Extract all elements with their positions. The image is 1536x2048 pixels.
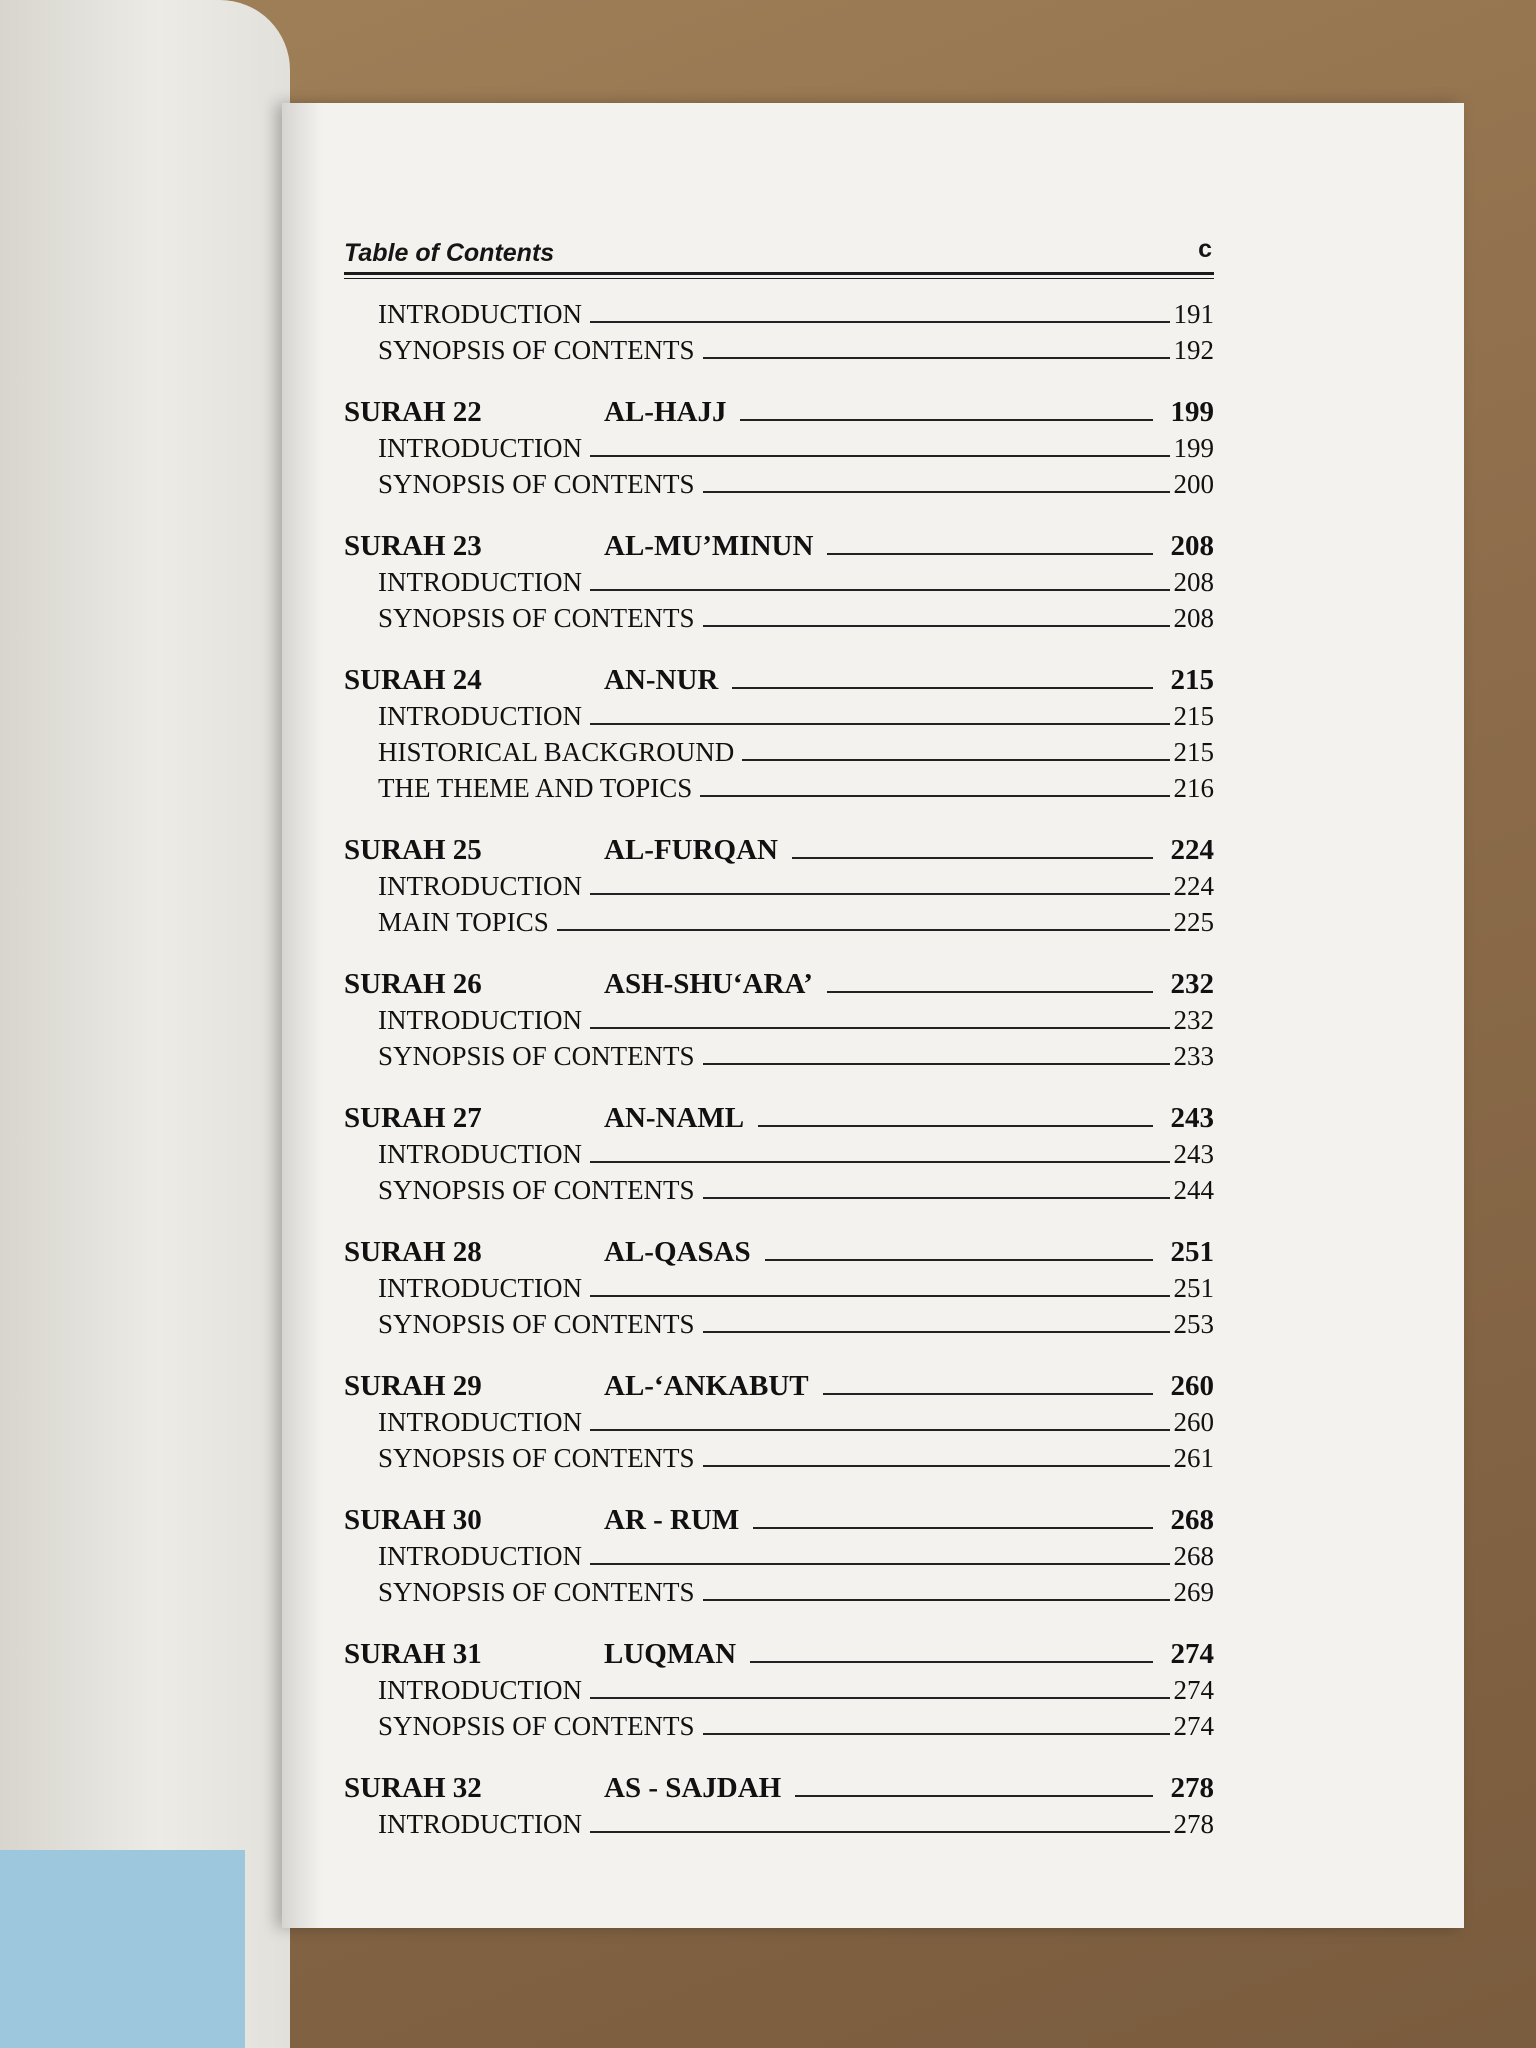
surah-number: SURAH 24 [344,664,482,696]
leader-line [795,1794,1152,1797]
entry-page-number: 269 [1173,1577,1214,1607]
toc-surah-entry [344,655,1214,695]
page-number-letter: c [1198,235,1212,263]
leader-line [703,1598,1170,1601]
toc-sub-entry [344,293,1214,329]
toc-group [344,1093,1214,1205]
toc-surah-entry [344,387,1214,427]
toc-group [344,1629,1214,1741]
entry-label: INTRODUCTION [378,1809,582,1839]
surah-number: SURAH 30 [344,1504,482,1536]
entry-label: HISTORICAL BACKGROUND [378,737,735,767]
leader-line [590,1696,1170,1699]
toc-surah-entry [344,521,1214,561]
toc-sub-entry [344,1169,1214,1205]
entry-page-number: 278 [1173,1809,1214,1839]
surah-number: SURAH 29 [344,1370,482,1402]
entry-label: SYNOPSIS OF CONTENTS [378,1443,695,1473]
entry-page-number: 268 [1173,1541,1214,1571]
entry-page-number: 192 [1173,335,1214,365]
left-page [0,0,290,2048]
surah-page-number: 232 [1170,968,1214,1000]
leader-line [827,990,1153,993]
toc-group [344,825,1214,937]
page-header [344,231,1214,281]
leader-line [590,1026,1170,1029]
toc-sub-entry [344,1133,1214,1169]
toc-group [344,1763,1214,1839]
toc-sub-entry [344,1267,1214,1303]
surah-name: AN-NUR [604,664,719,696]
entry-page-number: 261 [1173,1443,1214,1473]
toc-sub-entry [344,1035,1214,1071]
leader-line [557,928,1170,931]
page-title: Table of Contents [344,239,555,267]
leader-line [827,552,1152,555]
entry-label: SYNOPSIS OF CONTENTS [378,335,695,365]
entry-label: INTRODUCTION [378,1407,582,1437]
leader-line [753,1526,1152,1529]
surah-number: SURAH 25 [344,834,482,866]
surah-name: ASH-SHU‘ARA’ [604,968,813,1000]
leader-line [590,588,1170,591]
leader-line [758,1124,1152,1127]
entry-page-number: 224 [1173,871,1214,901]
surah-number: SURAH 31 [344,1638,482,1670]
surah-number: SURAH 22 [344,396,482,428]
toc-sub-entry [344,561,1214,597]
entry-label: MAIN TOPICS [378,907,549,937]
entry-page-number: 244 [1173,1175,1214,1205]
toc-sub-entry [344,695,1214,731]
toc-surah-entry [344,959,1214,999]
surah-page-number: 208 [1170,530,1214,562]
surah-number: SURAH 27 [344,1102,482,1134]
entry-page-number: 208 [1173,603,1214,633]
toc-group [344,959,1214,1071]
toc-sub-entry [344,1669,1214,1705]
toc-sub-entry [344,1401,1214,1437]
leader-line [740,418,1152,421]
toc-group [344,655,1214,803]
leader-line [742,758,1169,761]
entry-label: INTRODUCTION [378,567,582,597]
surah-page-number: 215 [1170,664,1214,696]
surah-name: AR - RUM [604,1504,740,1536]
toc-sub-entry [344,1803,1214,1839]
leader-line [590,1428,1170,1431]
surah-name: AL-FURQAN [604,834,778,866]
entry-label: INTRODUCTION [378,871,582,901]
surah-name: AS - SAJDAH [604,1772,782,1804]
toc-sub-entry [344,597,1214,633]
toc-group [344,1495,1214,1607]
entry-label: INTRODUCTION [378,1675,582,1705]
leader-line [823,1392,1153,1395]
toc-sub-entry [344,999,1214,1035]
leader-line [590,1562,1170,1565]
entry-label: SYNOPSIS OF CONTENTS [378,1711,695,1741]
toc-sub-entry [344,1705,1214,1741]
leader-line [703,624,1170,627]
toc-sub-entry [344,901,1214,937]
toc-group [344,387,1214,499]
entry-page-number: 215 [1173,701,1214,731]
toc-surah-entry [344,1093,1214,1133]
leader-line [703,1330,1170,1333]
toc-group [344,1227,1214,1339]
toc-sub-entry [344,1303,1214,1339]
leader-line [750,1660,1152,1663]
toc-sub-entry [344,865,1214,901]
toc-group [344,293,1214,365]
toc-sub-entry [344,731,1214,767]
entry-label: INTRODUCTION [378,1541,582,1571]
surah-name: AL-MU’MINUN [604,530,814,562]
entry-page-number: 208 [1173,567,1214,597]
table-of-contents [344,293,1214,1839]
entry-label: THE THEME AND TOPICS [378,773,693,803]
surah-page-number: 268 [1170,1504,1214,1536]
entry-page-number: 216 [1173,773,1214,803]
toc-surah-entry [344,1361,1214,1401]
book-page [282,103,1464,1928]
surah-page-number: 260 [1170,1370,1214,1402]
surah-name: AN-NAML [604,1102,745,1134]
leader-line [590,722,1170,725]
leader-line [590,454,1170,457]
toc-surah-entry [344,1629,1214,1669]
entry-page-number: 232 [1173,1005,1214,1035]
toc-group [344,1361,1214,1473]
entry-page-number: 215 [1173,737,1214,767]
entry-label: INTRODUCTION [378,1139,582,1169]
leader-line [703,1732,1170,1735]
leader-line [590,892,1170,895]
toc-sub-entry [344,1571,1214,1607]
entry-page-number: 260 [1173,1407,1214,1437]
entry-label: INTRODUCTION [378,433,582,463]
toc-surah-entry [344,1495,1214,1535]
surah-page-number: 251 [1170,1236,1214,1268]
leader-line [590,320,1170,323]
toc-group [344,521,1214,633]
leader-line [703,490,1170,493]
surah-number: SURAH 23 [344,530,482,562]
surah-name: AL-HAJJ [604,396,727,428]
leader-line [590,1294,1170,1297]
toc-sub-entry [344,1535,1214,1571]
toc-surah-entry [344,1763,1214,1803]
toc-sub-entry [344,1437,1214,1473]
leader-line [590,1830,1170,1833]
entry-label: SYNOPSIS OF CONTENTS [378,469,695,499]
surah-page-number: 274 [1170,1638,1214,1670]
entry-page-number: 274 [1173,1711,1214,1741]
surah-page-number: 278 [1170,1772,1214,1804]
surah-name: LUQMAN [604,1638,737,1670]
toc-sub-entry [344,427,1214,463]
surah-page-number: 224 [1170,834,1214,866]
entry-page-number: 251 [1173,1273,1214,1303]
entry-label: SYNOPSIS OF CONTENTS [378,1577,695,1607]
header-rule [344,272,1214,279]
entry-label: SYNOPSIS OF CONTENTS [378,1309,695,1339]
surah-name: AL-‘ANKABUT [604,1370,809,1402]
toc-sub-entry [344,463,1214,499]
leader-line [703,356,1170,359]
page-gutter-shadow [282,103,322,1928]
surah-number: SURAH 32 [344,1772,482,1804]
leader-line [703,1062,1170,1065]
toc-surah-entry [344,825,1214,865]
entry-page-number: 191 [1173,299,1214,329]
toc-sub-entry [344,767,1214,803]
leader-line [703,1464,1170,1467]
surah-name: AL-QASAS [604,1236,751,1268]
entry-page-number: 253 [1173,1309,1214,1339]
entry-label: INTRODUCTION [378,1005,582,1035]
entry-label: INTRODUCTION [378,1273,582,1303]
leader-line [703,1196,1170,1199]
entry-label: INTRODUCTION [378,701,582,731]
entry-page-number: 225 [1173,907,1214,937]
entry-page-number: 199 [1173,433,1214,463]
entry-page-number: 233 [1173,1041,1214,1071]
leader-line [700,794,1169,797]
surah-number: SURAH 26 [344,968,482,1000]
toc-sub-entry [344,329,1214,365]
leader-line [590,1160,1170,1163]
leader-line [765,1258,1153,1261]
entry-page-number: 200 [1173,469,1214,499]
surah-page-number: 243 [1170,1102,1214,1134]
entry-label: INTRODUCTION [378,299,582,329]
book-cover-edge [0,1850,245,2048]
toc-surah-entry [344,1227,1214,1267]
leader-line [732,686,1152,689]
entry-label: SYNOPSIS OF CONTENTS [378,603,695,633]
entry-page-number: 243 [1173,1139,1214,1169]
leader-line [792,856,1153,859]
entry-label: SYNOPSIS OF CONTENTS [378,1041,695,1071]
surah-number: SURAH 28 [344,1236,482,1268]
entry-page-number: 274 [1173,1675,1214,1705]
entry-label: SYNOPSIS OF CONTENTS [378,1175,695,1205]
surah-page-number: 199 [1170,396,1214,428]
